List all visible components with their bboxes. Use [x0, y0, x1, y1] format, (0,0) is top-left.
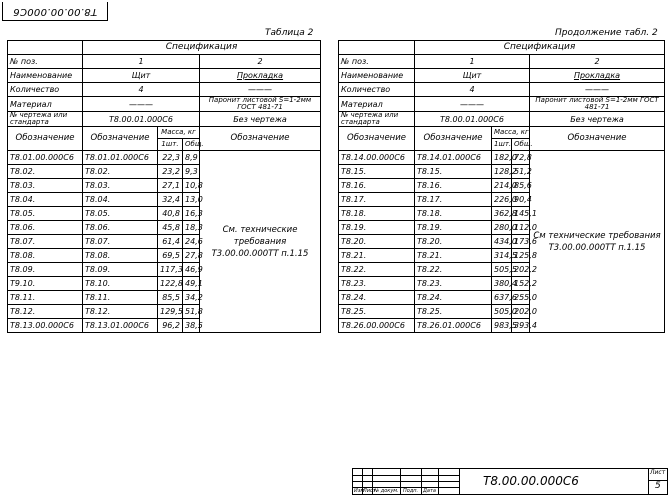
table-title: Спецификация — [415, 41, 665, 55]
designation-cell: T8.03. — [8, 179, 83, 193]
drawing-2: Без чертежа — [530, 112, 665, 127]
mass-total-cell: 8,9 — [183, 151, 200, 165]
drawing-1: T8.00.01.000C6 — [415, 112, 530, 127]
mass-one-cell: 40,8 — [158, 207, 183, 221]
quantity-2: ——— — [200, 83, 321, 97]
sheet-number: 5 — [655, 481, 661, 491]
designation-2-cell: T8.20. — [415, 235, 492, 249]
designation-2-cell: T8.03. — [83, 179, 158, 193]
mass-total-cell: 18,3 — [183, 221, 200, 235]
mass-one-cell: 128,2 — [492, 165, 512, 179]
designation-cell: T8.05. — [8, 207, 83, 221]
name-2: Прокладка — [530, 69, 665, 83]
mass-total-cell: 85,6 — [512, 179, 530, 193]
technical-requirements-note: См технические требования Т3.00.00.000ТТ п.1.15 — [530, 151, 665, 333]
designation-2-cell: T8.05. — [83, 207, 158, 221]
mass-one-cell: 61,4 — [158, 235, 183, 249]
table-title: Спецификация — [83, 41, 321, 55]
mass-total-cell: 173,6 — [512, 235, 530, 249]
mass-one-cell: 214,0 — [492, 179, 512, 193]
mass-one-cell: 314,5 — [492, 249, 512, 263]
mass-total-cell: 112,0 — [512, 221, 530, 235]
quantity-1: 4 — [83, 83, 200, 97]
mass-one-cell: 182,0 — [492, 151, 512, 165]
title-block-label: Подп. — [403, 488, 419, 494]
column-header-mass: Масса, кг — [158, 127, 200, 139]
material-1: ——— — [415, 97, 530, 112]
name-1: Щит — [83, 69, 200, 83]
position-1: 1 — [83, 55, 200, 69]
mass-one-cell: 32,4 — [158, 193, 183, 207]
designation-cell: T8.13.00.000C6 — [8, 319, 83, 333]
designation-2-cell: T8.19. — [415, 221, 492, 235]
mass-one-cell: 96,2 — [158, 319, 183, 333]
sheet-label: Лист — [650, 469, 666, 476]
column-header-one-piece: 1шт. — [158, 139, 183, 151]
designation-2-cell: T8.04. — [83, 193, 158, 207]
designation-cell: T8.18. — [339, 207, 415, 221]
row-label-position: № поз. — [8, 55, 83, 69]
designation-2-cell: T8.13.01.000C6 — [83, 319, 158, 333]
column-header-total: Общ. — [183, 139, 200, 151]
name-1: Щит — [415, 69, 530, 83]
title-block-label: № докум. — [374, 488, 399, 494]
mass-total-cell: 145,1 — [512, 207, 530, 221]
designation-cell: T8.17. — [339, 193, 415, 207]
mass-total-cell: 27,8 — [183, 249, 200, 263]
column-header-one-piece: 1шт. — [492, 139, 512, 151]
mass-one-cell: 45,8 — [158, 221, 183, 235]
designation-2-cell: T8.23. — [415, 277, 492, 291]
title-block-label: Дата — [423, 488, 436, 494]
drawing-1: T8.00.01.000C6 — [83, 112, 200, 127]
column-header-designation-3: Обозначение — [530, 127, 665, 151]
designation-cell: T8.12. — [8, 305, 83, 319]
material-2: Паронит листовой S=1-2мм ГОСТ 481-71 — [530, 97, 665, 112]
mass-one-cell: 22,3 — [158, 151, 183, 165]
designation-cell: T8.26.00.000C6 — [339, 319, 415, 333]
designation-cell: T8.09. — [8, 263, 83, 277]
designation-2-cell: T8.07. — [83, 235, 158, 249]
designation-2-cell: T8.10. — [83, 277, 158, 291]
material-2: Паронит листовой S=1-2мм ГОСТ 481-71 — [200, 97, 321, 112]
material-1: ——— — [83, 97, 200, 112]
designation-2-cell: T8.22. — [415, 263, 492, 277]
position-1: 1 — [415, 55, 530, 69]
column-header-designation: Обозначение — [339, 127, 415, 151]
mass-total-cell: 38,5 — [183, 319, 200, 333]
mass-one-cell: 226,0 — [492, 193, 512, 207]
mass-total-cell: 125,8 — [512, 249, 530, 263]
mass-total-cell: 202,0 — [512, 305, 530, 319]
drawing-2: Без чертежа — [200, 112, 321, 127]
mass-one-cell: 27,1 — [158, 179, 183, 193]
mass-total-cell: 13,0 — [183, 193, 200, 207]
designation-cell: T8.07. — [8, 235, 83, 249]
column-header-total: Общ. — [512, 139, 530, 151]
designation-cell: T8.16. — [339, 179, 415, 193]
designation-2-cell: T8.08. — [83, 249, 158, 263]
mass-one-cell: 85,5 — [158, 291, 183, 305]
mass-total-cell: 34,2 — [183, 291, 200, 305]
position-2: 2 — [530, 55, 665, 69]
mass-total-cell: 9,3 — [183, 165, 200, 179]
mass-total-cell: 202,2 — [512, 263, 530, 277]
column-header-designation-2: Обозначение — [415, 127, 492, 151]
title-block-label: Изм — [354, 488, 365, 494]
row-label-position: № поз. — [339, 55, 415, 69]
designation-2-cell: T8.14.01.000C6 — [415, 151, 492, 165]
column-header-designation-3: Обозначение — [200, 127, 321, 151]
mass-total-cell: 16,3 — [183, 207, 200, 221]
designation-2-cell: T8.18. — [415, 207, 492, 221]
mass-one-cell: 129,5 — [158, 305, 183, 319]
mass-one-cell: 280,0 — [492, 221, 512, 235]
mass-one-cell: 505,0 — [492, 305, 512, 319]
row-label-material: Материал — [8, 97, 83, 112]
designation-cell: T8.14.00.000C6 — [339, 151, 415, 165]
designation-cell: T8.01.00.000C6 — [8, 151, 83, 165]
specification-table-right — [338, 40, 665, 333]
mass-one-cell: 122,8 — [158, 277, 183, 291]
designation-2-cell: T8.26.01.000C6 — [415, 319, 492, 333]
quantity-2: ——— — [530, 83, 665, 97]
name-2: Прокладка — [200, 69, 321, 83]
designation-2-cell: T8.24. — [415, 291, 492, 305]
technical-requirements-note: См. технические требования Т3.00.00.000ТТ п.1.15 — [200, 151, 321, 333]
table-row — [339, 151, 665, 165]
designation-2-cell: T8.01.01.000C6 — [83, 151, 158, 165]
designation-2-cell: T8.11. — [83, 291, 158, 305]
mass-total-cell: 72,8 — [512, 151, 530, 165]
sheet-number-box — [648, 469, 667, 494]
designation-cell: T8.24. — [339, 291, 415, 305]
designation-2-cell: T8.06. — [83, 221, 158, 235]
drawing-title-block — [352, 468, 668, 495]
designation-2-cell: T8.17. — [415, 193, 492, 207]
designation-cell: T8.04. — [8, 193, 83, 207]
mass-one-cell: 983,5 — [492, 319, 512, 333]
mass-total-cell: 51,8 — [183, 305, 200, 319]
document-code-stamp-text: T8.00.00.000C6 — [12, 5, 98, 17]
row-label-drawing: № чертежа или стандарта — [339, 112, 415, 127]
designation-cell: T8.19. — [339, 221, 415, 235]
mass-total-cell: 393,4 — [512, 319, 530, 333]
row-label-drawing: № чертежа или стандарта — [8, 112, 83, 127]
document-code-stamp — [2, 2, 108, 21]
column-header-designation-2: Обозначение — [83, 127, 158, 151]
designation-cell: T8.25. — [339, 305, 415, 319]
table-caption-continued: Продолжение табл. 2 — [555, 28, 658, 38]
mass-one-cell: 380,4 — [492, 277, 512, 291]
mass-one-cell: 362,8 — [492, 207, 512, 221]
designation-cell: T8.20. — [339, 235, 415, 249]
quantity-1: 4 — [415, 83, 530, 97]
mass-one-cell: 505,5 — [492, 263, 512, 277]
mass-total-cell: 24,6 — [183, 235, 200, 249]
mass-one-cell: 434,0 — [492, 235, 512, 249]
mass-total-cell: 10,8 — [183, 179, 200, 193]
mass-one-cell: 23,2 — [158, 165, 183, 179]
table-row — [8, 151, 321, 165]
designation-cell: T9.10. — [8, 277, 83, 291]
mass-total-cell: 152,2 — [512, 277, 530, 291]
row-label-quantity: Количество — [339, 83, 415, 97]
mass-one-cell: 637,6 — [492, 291, 512, 305]
table-caption: Таблица 2 — [265, 28, 314, 38]
mass-total-cell: 51,2 — [512, 165, 530, 179]
designation-cell: T8.23. — [339, 277, 415, 291]
designation-2-cell: T8.09. — [83, 263, 158, 277]
row-label-material: Материал — [339, 97, 415, 112]
specification-table-left — [7, 40, 321, 333]
designation-cell: T8.22. — [339, 263, 415, 277]
designation-cell: T8.21. — [339, 249, 415, 263]
mass-one-cell: 117,3 — [158, 263, 183, 277]
designation-2-cell: T8.02. — [83, 165, 158, 179]
designation-cell: T8.15. — [339, 165, 415, 179]
mass-total-cell: 255,0 — [512, 291, 530, 305]
mass-total-cell: 90,4 — [512, 193, 530, 207]
revision-grid — [353, 469, 459, 494]
designation-2-cell: T8.16. — [415, 179, 492, 193]
mass-one-cell: 69,5 — [158, 249, 183, 263]
row-label-name: Наименование — [8, 69, 83, 83]
mass-total-cell: 49,1 — [183, 277, 200, 291]
column-header-designation: Обозначение — [8, 127, 83, 151]
designation-cell: T8.06. — [8, 221, 83, 235]
position-2: 2 — [200, 55, 321, 69]
title-block-code: T8.00.00.000C6 — [483, 474, 579, 488]
designation-cell: T8.08. — [8, 249, 83, 263]
designation-2-cell: T8.25. — [415, 305, 492, 319]
designation-2-cell: T8.15. — [415, 165, 492, 179]
designation-cell: T8.02. — [8, 165, 83, 179]
designation-2-cell: T8.21. — [415, 249, 492, 263]
mass-total-cell: 46,9 — [183, 263, 200, 277]
designation-2-cell: T8.12. — [83, 305, 158, 319]
designation-cell: T8.11. — [8, 291, 83, 305]
title-block-label: Лист — [363, 488, 376, 494]
row-label-quantity: Количество — [8, 83, 83, 97]
column-header-mass: Масса, кг — [492, 127, 530, 139]
row-label-name: Наименование — [339, 69, 415, 83]
